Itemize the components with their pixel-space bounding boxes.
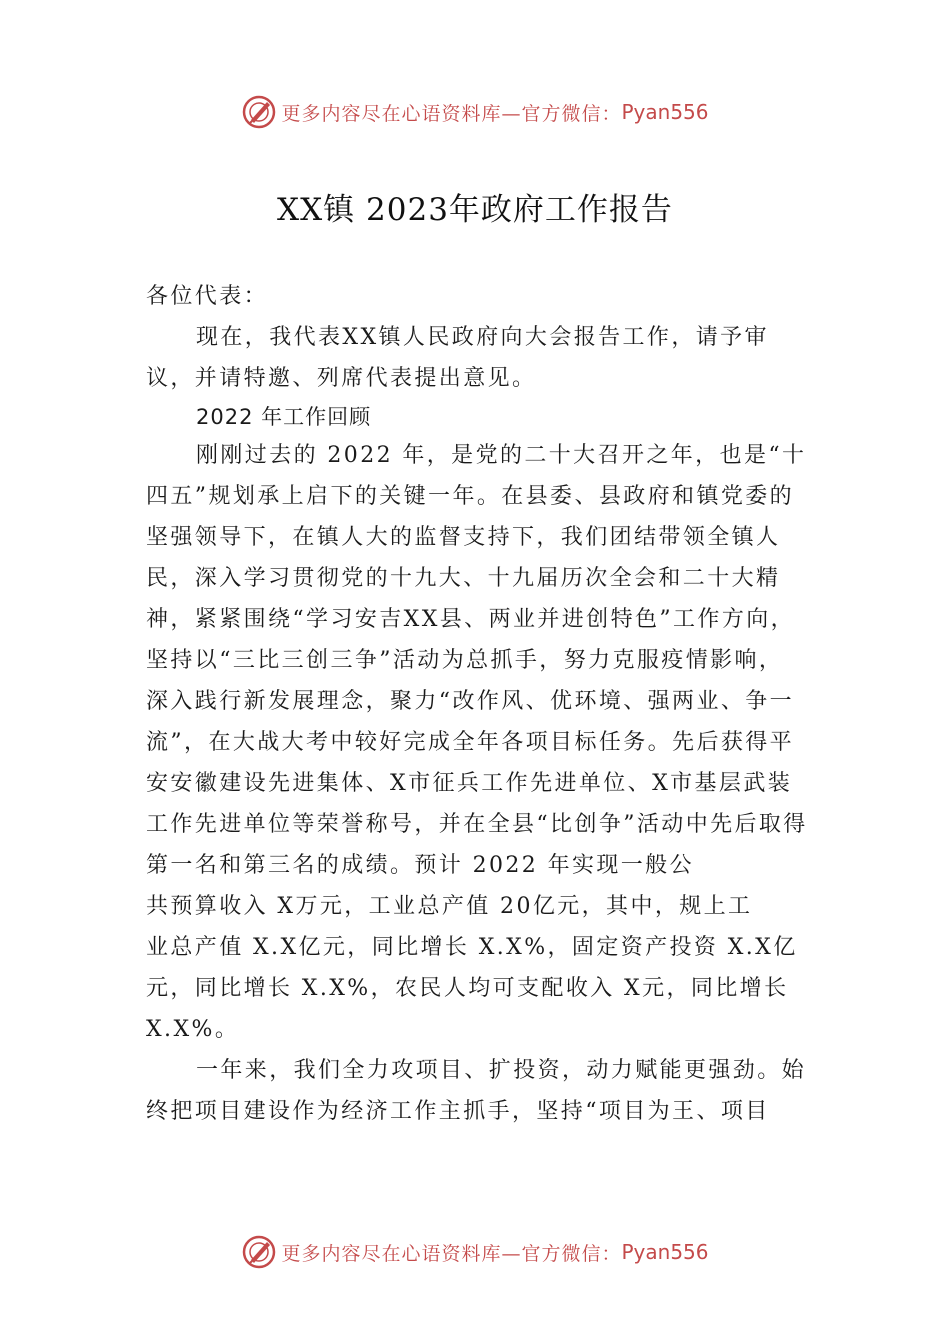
review-paragraph-continued-line: 共预算收入 X万元，工业总产值 20亿元，其中，规上工 [146, 894, 753, 919]
watermark-wechat-id: Pyan556 [621, 100, 709, 124]
section-heading: 2022 年工作回顾 [196, 405, 372, 429]
watermark-wechat-id: Pyan556 [621, 1240, 709, 1264]
review-paragraph: 刚刚过去的 2022 年，是党的二十大召开之年，也是“十四五”规划承上启下的关键一年。在县委、县政府和镇党委的坚强领导下，在镇人大的监督支持下，我们团结带领全镇人民，深入学习贯彻党的十九大、十九届历次全会和二十大精神，紧紧围绕“学习安吉XX县、两业并进创特色”工作方向， 坚持以“三比三创三争”活动为总抓手，努力克服疫情影响， 深入践行新发展理念，聚力“改作风、优环境、强两业、争一 流”，在大战大考中较好完成全年各项目标任务。先后获得平安安徽建设先进集体、X市征兵工作先进单位、X市基层武装工作先进单位等荣誉称号，并在全县“比创争”活动中先后取得第一名和第三名的成绩。预计 2022 年实现一般公 [146, 443, 808, 878]
document-body [146, 276, 814, 1132]
footer-watermark [0, 1232, 950, 1272]
watermark-text: 更多内容尽在心语资料库—官方微信： [281, 1242, 622, 1265]
salutation: 各位代表： [146, 284, 269, 309]
document-title: XX镇 2023年政府工作报告 [277, 192, 673, 228]
review-paragraph-continued: 业总产值 X.X亿元，同比增长 X.X%，固定资产投资 X.X亿元，同比增长 X.X%，农民人均可支配收入 X元，同比增长 X.X%。 [146, 935, 798, 1042]
intro-paragraph: 现在，我代表XX镇人民政府向大会报告工作，请予审议，并请特邀、列席代表提出意见。 [146, 325, 769, 391]
projects-paragraph: 一年来，我们全力攻项目、扩投资，动力赋能更强劲。始终把项目建设作为经济工作主抓手，坚持“项目为王、项目 [146, 1058, 807, 1124]
header-watermark [0, 92, 950, 132]
library-logo-icon [241, 1234, 277, 1270]
watermark-text: 更多内容尽在心语资料库—官方微信： [281, 102, 622, 125]
library-logo-icon [241, 94, 277, 130]
